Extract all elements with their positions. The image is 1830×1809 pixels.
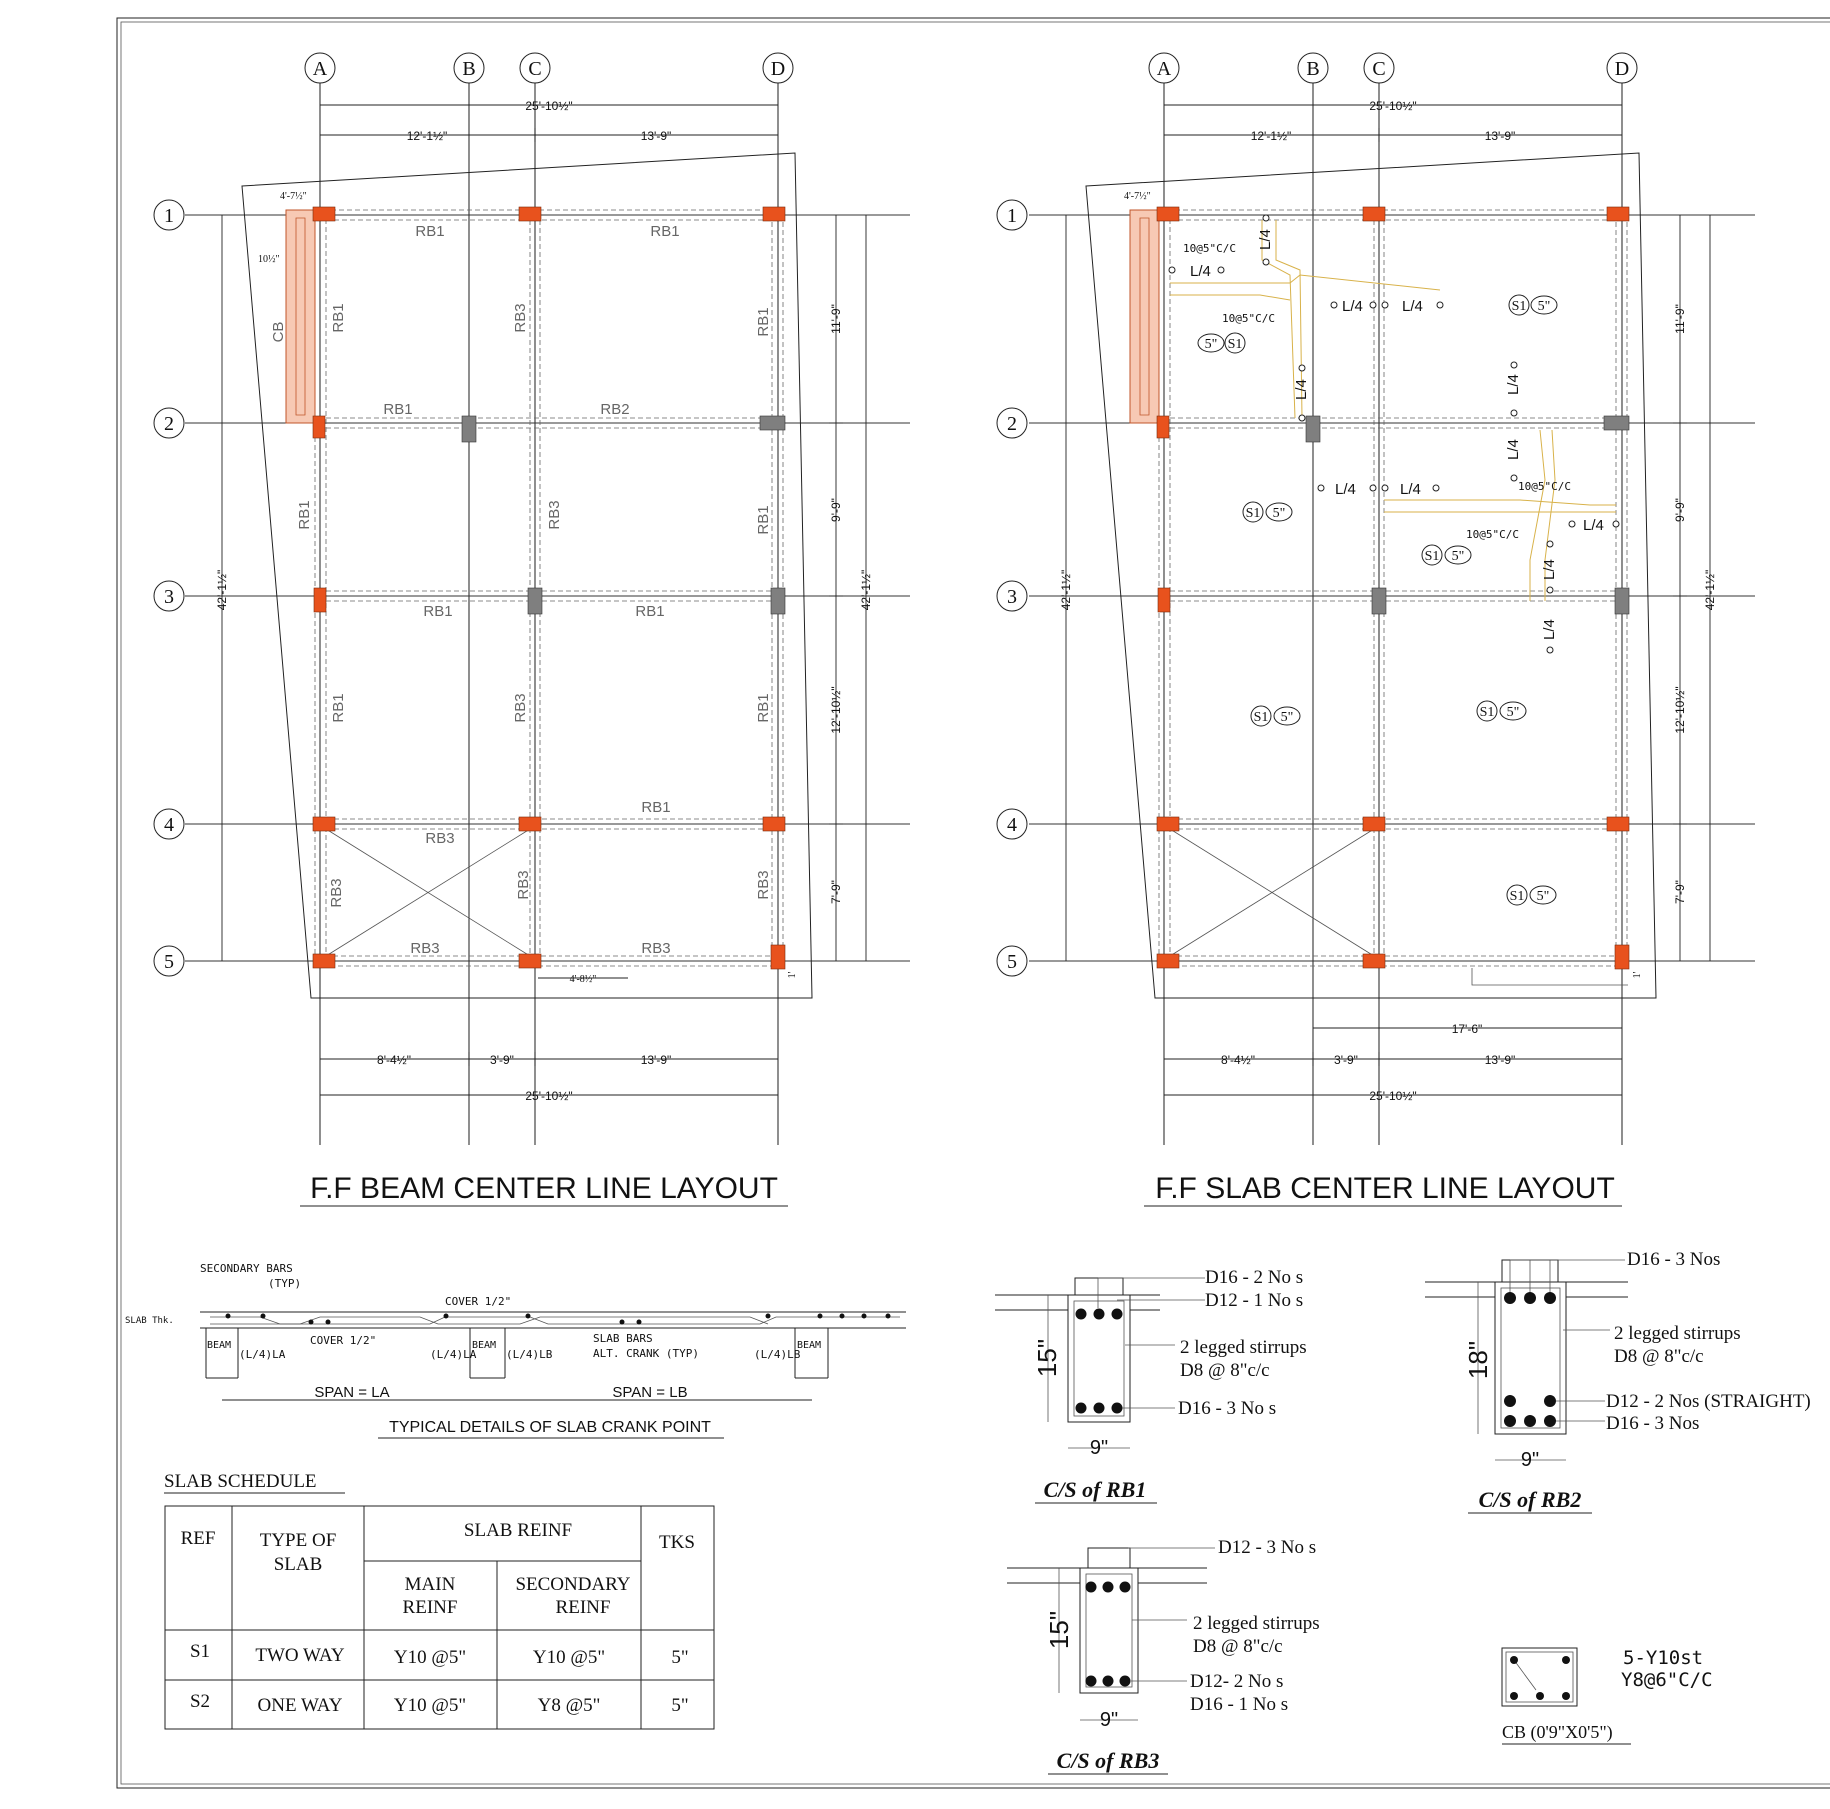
svg-text:5": 5" bbox=[1272, 506, 1286, 521]
dims-bottom bbox=[320, 1052, 778, 1103]
svg-text:Y10 @5": Y10 @5" bbox=[393, 1695, 467, 1716]
column bbox=[763, 817, 785, 831]
svg-text:TYPICAL DETAILS OF SLAB CRANK: TYPICAL DETAILS OF SLAB CRANK POINT bbox=[389, 1419, 711, 1436]
column bbox=[313, 954, 335, 968]
svg-text:C: C bbox=[528, 58, 542, 80]
grid-bubbles-columns bbox=[305, 53, 793, 83]
svg-text:L/4: L/4 bbox=[1190, 263, 1211, 280]
svg-text:25'-10½": 25'-10½" bbox=[1369, 99, 1417, 113]
svg-text:D16 - 3 No s: D16 - 3 No s bbox=[1178, 1398, 1277, 1419]
svg-text:RB3: RB3 bbox=[512, 693, 529, 723]
svg-text:12'-10½": 12'-10½" bbox=[829, 686, 843, 734]
column-grey bbox=[760, 416, 785, 430]
svg-text:D12 - 3 No s: D12 - 3 No s bbox=[1218, 1537, 1317, 1558]
column bbox=[313, 817, 335, 831]
beam-layout bbox=[154, 53, 910, 1206]
svg-text:(L/4)LB: (L/4)LB bbox=[754, 1348, 801, 1361]
svg-text:12'-1½": 12'-1½" bbox=[406, 129, 448, 143]
svg-text:SLAB: SLAB bbox=[273, 1554, 323, 1575]
slab-layout-title: F.F SLAB CENTER LINE LAYOUT bbox=[1155, 1172, 1615, 1205]
svg-text:RB3: RB3 bbox=[515, 870, 532, 900]
svg-text:2 legged stirrups: 2 legged stirrups bbox=[1180, 1337, 1307, 1358]
svg-text:TWO WAY: TWO WAY bbox=[255, 1645, 345, 1666]
dim-left-total: 42'-1½" bbox=[215, 569, 229, 611]
svg-text:RB3: RB3 bbox=[410, 940, 440, 957]
svg-text:SPAN = LB: SPAN = LB bbox=[612, 1384, 688, 1401]
svg-text:D12 - 2 Nos (STRAIGHT): D12 - 2 Nos (STRAIGHT) bbox=[1606, 1391, 1811, 1412]
section-rb3 bbox=[1007, 1537, 1320, 1774]
svg-text:L/4: L/4 bbox=[1583, 517, 1604, 534]
svg-text:L/4: L/4 bbox=[1541, 619, 1558, 640]
svg-text:3: 3 bbox=[1007, 586, 1017, 608]
svg-text:25'-10½": 25'-10½" bbox=[1369, 1089, 1417, 1103]
svg-text:D12- 2 No s: D12- 2 No s bbox=[1190, 1671, 1284, 1692]
svg-text:RB1: RB1 bbox=[415, 223, 445, 240]
svg-text:10@5"C/C: 10@5"C/C bbox=[1222, 312, 1275, 325]
svg-text:42'-1½": 42'-1½" bbox=[1059, 569, 1073, 611]
svg-text:12'-10½": 12'-10½" bbox=[1673, 686, 1687, 734]
column-grey bbox=[462, 416, 476, 442]
svg-text:7'-9": 7'-9" bbox=[829, 880, 843, 904]
svg-text:MAIN: MAIN bbox=[404, 1574, 456, 1595]
svg-text:REF: REF bbox=[180, 1528, 216, 1549]
svg-text:RB1: RB1 bbox=[383, 401, 413, 418]
svg-text:5": 5" bbox=[1280, 710, 1294, 725]
svg-text:D16 - 3 Nos: D16 - 3 Nos bbox=[1627, 1249, 1721, 1270]
svg-text:10@5"C/C: 10@5"C/C bbox=[1466, 528, 1519, 541]
slab-schedule bbox=[164, 1471, 714, 1729]
svg-text:(L/4)LA: (L/4)LA bbox=[430, 1348, 477, 1361]
svg-text:13'-9": 13'-9" bbox=[1484, 1053, 1516, 1067]
svg-text:RB1: RB1 bbox=[296, 500, 313, 530]
svg-text:SPAN = LA: SPAN = LA bbox=[314, 1384, 390, 1401]
svg-text:L/4: L/4 bbox=[1257, 229, 1274, 250]
svg-text:ALT. CRANK (TYP): ALT. CRANK (TYP) bbox=[593, 1347, 699, 1360]
svg-text:RB1: RB1 bbox=[650, 223, 680, 240]
svg-text:A: A bbox=[312, 58, 328, 80]
svg-text:9": 9" bbox=[1099, 1709, 1119, 1731]
svg-text:COVER 1/2": COVER 1/2" bbox=[445, 1295, 512, 1308]
svg-text:SECONDARY: SECONDARY bbox=[515, 1574, 631, 1595]
svg-text:1': 1' bbox=[1632, 971, 1643, 979]
svg-text:L/4: L/4 bbox=[1400, 481, 1421, 498]
svg-text:13'-9": 13'-9" bbox=[1484, 129, 1516, 143]
svg-text:5: 5 bbox=[164, 951, 174, 973]
svg-text:C/S of RB2: C/S of RB2 bbox=[1478, 1487, 1582, 1512]
svg-text:Y8 @5": Y8 @5" bbox=[537, 1695, 601, 1716]
svg-text:S2: S2 bbox=[189, 1691, 211, 1712]
svg-text:5": 5" bbox=[1506, 705, 1520, 720]
svg-text:11'-9": 11'-9" bbox=[1673, 304, 1687, 334]
svg-text:RB1: RB1 bbox=[755, 505, 772, 535]
svg-text:1': 1' bbox=[787, 971, 798, 979]
column-grey bbox=[528, 588, 542, 614]
svg-text:BEAM: BEAM bbox=[472, 1340, 497, 1351]
svg-text:L/4: L/4 bbox=[1541, 559, 1558, 580]
svg-text:S1: S1 bbox=[1511, 299, 1527, 314]
svg-text:D12 - 1 No s: D12 - 1 No s bbox=[1205, 1290, 1304, 1311]
svg-text:2: 2 bbox=[164, 413, 174, 435]
svg-text:4: 4 bbox=[164, 814, 174, 836]
svg-text:C/S of RB1: C/S of RB1 bbox=[1043, 1477, 1147, 1502]
svg-text:Y10 @5": Y10 @5" bbox=[393, 1647, 467, 1668]
svg-text:11'-9": 11'-9" bbox=[829, 304, 843, 334]
svg-text:4'-8½": 4'-8½" bbox=[569, 974, 597, 985]
svg-text:RB1: RB1 bbox=[755, 693, 772, 723]
svg-text:RB3: RB3 bbox=[328, 878, 345, 908]
svg-text:ONE WAY: ONE WAY bbox=[257, 1695, 343, 1716]
column-grey bbox=[771, 588, 785, 614]
crank-markers bbox=[1169, 215, 1619, 653]
svg-text:(L/4)LA: (L/4)LA bbox=[239, 1348, 286, 1361]
column bbox=[519, 954, 541, 968]
svg-text:D16 - 1 No s: D16 - 1 No s bbox=[1190, 1694, 1289, 1715]
svg-text:25'-10½": 25'-10½" bbox=[525, 1089, 573, 1103]
svg-text:D8 @ 8"c/c: D8 @ 8"c/c bbox=[1193, 1636, 1283, 1657]
svg-text:5": 5" bbox=[671, 1647, 689, 1668]
section-cb bbox=[1502, 1647, 1713, 1744]
svg-text:2: 2 bbox=[1007, 413, 1017, 435]
svg-text:5": 5" bbox=[1536, 889, 1550, 904]
column bbox=[313, 207, 335, 221]
column bbox=[763, 207, 785, 221]
svg-text:5": 5" bbox=[1204, 337, 1218, 352]
column bbox=[519, 207, 541, 221]
svg-text:RB1: RB1 bbox=[641, 799, 671, 816]
beam-layout-title: F.F BEAM CENTER LINE LAYOUT bbox=[310, 1172, 778, 1205]
svg-text:9": 9" bbox=[1089, 1437, 1109, 1459]
sheet-border bbox=[117, 18, 1830, 1788]
svg-text:S1: S1 bbox=[1479, 705, 1495, 720]
svg-text:RB3: RB3 bbox=[755, 870, 772, 900]
svg-text:5-Y10st: 5-Y10st bbox=[1623, 1647, 1704, 1669]
svg-text:(L/4)LB: (L/4)LB bbox=[506, 1348, 553, 1361]
svg-text:Y10 @5": Y10 @5" bbox=[532, 1647, 606, 1668]
svg-text:D8 @ 8"c/c: D8 @ 8"c/c bbox=[1180, 1360, 1270, 1381]
svg-text:15": 15" bbox=[1044, 1610, 1074, 1650]
svg-text:Y8@6"C/C: Y8@6"C/C bbox=[1621, 1669, 1713, 1691]
svg-text:1: 1 bbox=[164, 205, 174, 227]
svg-text:BEAM: BEAM bbox=[797, 1340, 822, 1351]
svg-text:S1: S1 bbox=[1245, 506, 1261, 521]
svg-text:D8 @ 8"c/c: D8 @ 8"c/c bbox=[1614, 1346, 1704, 1367]
svg-text:L/4: L/4 bbox=[1402, 298, 1423, 315]
svg-text:L/4: L/4 bbox=[1342, 298, 1363, 315]
sheet-border-inner bbox=[121, 22, 1830, 1784]
section-rb2 bbox=[1425, 1249, 1811, 1513]
svg-text:REINF: REINF bbox=[402, 1597, 458, 1618]
svg-text:13'-9": 13'-9" bbox=[640, 129, 672, 143]
svg-text:5": 5" bbox=[1451, 549, 1465, 564]
svg-text:8'-4½": 8'-4½" bbox=[1221, 1053, 1255, 1067]
dims-top bbox=[320, 99, 778, 143]
svg-text:5: 5 bbox=[1007, 951, 1017, 973]
svg-text:9'-9": 9'-9" bbox=[1673, 498, 1687, 522]
svg-text:10@5"C/C: 10@5"C/C bbox=[1518, 480, 1571, 493]
svg-text:RB3: RB3 bbox=[425, 830, 455, 847]
svg-text:RB2: RB2 bbox=[600, 401, 630, 418]
svg-text:RB3: RB3 bbox=[546, 500, 563, 530]
svg-text:2 legged stirrups: 2 legged stirrups bbox=[1614, 1323, 1741, 1344]
svg-text:S1: S1 bbox=[189, 1641, 211, 1662]
svg-text:2 legged stirrups: 2 legged stirrups bbox=[1193, 1613, 1320, 1634]
slab-layout bbox=[997, 53, 1755, 1206]
dims-right bbox=[829, 215, 873, 961]
svg-text:L/4: L/4 bbox=[1293, 379, 1310, 400]
svg-text:(TYP): (TYP) bbox=[268, 1277, 302, 1290]
svg-text:CB: CB bbox=[270, 321, 287, 343]
svg-text:RB1: RB1 bbox=[423, 603, 453, 620]
crank-detail bbox=[125, 1262, 906, 1438]
svg-text:SLAB REINF: SLAB REINF bbox=[463, 1520, 573, 1541]
svg-text:10@5"C/C: 10@5"C/C bbox=[1183, 242, 1236, 255]
table-row bbox=[190, 1641, 689, 1668]
grid-bubbles-rows bbox=[154, 200, 184, 976]
svg-text:D: D bbox=[1614, 58, 1630, 80]
svg-text:REINF: REINF bbox=[555, 1597, 611, 1618]
svg-text:SLAB BARS: SLAB BARS bbox=[593, 1332, 653, 1345]
svg-text:CB (0'9"X0'5"): CB (0'9"X0'5") bbox=[1502, 1722, 1613, 1742]
beam-lines bbox=[315, 210, 783, 966]
svg-text:SLAB Thk.: SLAB Thk. bbox=[125, 1316, 174, 1326]
beam-labels bbox=[270, 223, 772, 957]
column bbox=[519, 817, 541, 831]
svg-text:15": 15" bbox=[1032, 1338, 1062, 1378]
svg-text:RB3: RB3 bbox=[512, 303, 529, 333]
svg-text:42'-1½": 42'-1½" bbox=[1703, 569, 1717, 611]
svg-text:10½": 10½" bbox=[258, 254, 280, 265]
svg-text:B: B bbox=[1306, 58, 1320, 80]
svg-text:3'-9": 3'-9" bbox=[1334, 1053, 1358, 1067]
svg-text:1: 1 bbox=[1007, 205, 1017, 227]
svg-text:C/S of RB3: C/S of RB3 bbox=[1056, 1748, 1160, 1773]
svg-text:9'-9": 9'-9" bbox=[829, 498, 843, 522]
svg-text:S1: S1 bbox=[1227, 337, 1243, 352]
svg-text:8'-4½": 8'-4½" bbox=[377, 1053, 411, 1067]
column bbox=[771, 945, 785, 969]
svg-text:C: C bbox=[1372, 58, 1386, 80]
svg-text:D16 - 3 Nos: D16 - 3 Nos bbox=[1606, 1413, 1700, 1434]
svg-text:L/4: L/4 bbox=[1505, 439, 1522, 460]
section-rb1 bbox=[995, 1267, 1307, 1503]
svg-text:4: 4 bbox=[1007, 814, 1017, 836]
svg-text:SECONDARY BARS: SECONDARY BARS bbox=[200, 1262, 293, 1275]
svg-text:L/4: L/4 bbox=[1335, 481, 1356, 498]
table-row bbox=[190, 1691, 689, 1716]
column bbox=[313, 416, 325, 438]
svg-text:A: A bbox=[1156, 58, 1172, 80]
svg-text:4'-7½": 4'-7½" bbox=[280, 191, 307, 202]
svg-text:5": 5" bbox=[671, 1695, 689, 1716]
svg-text:D16 - 2 No s: D16 - 2 No s bbox=[1205, 1267, 1304, 1288]
svg-text:S1: S1 bbox=[1509, 889, 1525, 904]
cb-beam bbox=[286, 210, 315, 423]
svg-text:3: 3 bbox=[164, 586, 174, 608]
svg-text:TYPE OF: TYPE OF bbox=[259, 1530, 337, 1551]
svg-text:9": 9" bbox=[1520, 1449, 1540, 1471]
svg-text:3'-9": 3'-9" bbox=[490, 1053, 514, 1067]
svg-text:4'-7½": 4'-7½" bbox=[1124, 191, 1151, 202]
svg-text:S1: S1 bbox=[1253, 710, 1269, 725]
svg-text:RB1: RB1 bbox=[330, 303, 347, 333]
svg-text:B: B bbox=[462, 58, 476, 80]
svg-text:RB1: RB1 bbox=[755, 307, 772, 337]
svg-text:7'-9": 7'-9" bbox=[1673, 880, 1687, 904]
svg-text:RB1: RB1 bbox=[635, 603, 665, 620]
svg-text:BEAM: BEAM bbox=[207, 1340, 232, 1351]
svg-text:25'-10½": 25'-10½" bbox=[525, 99, 573, 113]
svg-text:18": 18" bbox=[1463, 1340, 1493, 1380]
svg-text:17'-6": 17'-6" bbox=[1451, 1022, 1483, 1036]
svg-text:COVER 1/2": COVER 1/2" bbox=[310, 1334, 377, 1347]
column bbox=[314, 588, 326, 612]
svg-text:L/4: L/4 bbox=[1505, 374, 1522, 395]
svg-text:42'-1½": 42'-1½" bbox=[859, 569, 873, 611]
svg-text:D: D bbox=[770, 58, 786, 80]
svg-text:TKS: TKS bbox=[659, 1532, 695, 1553]
svg-text:RB1: RB1 bbox=[330, 693, 347, 723]
svg-text:RB3: RB3 bbox=[641, 940, 671, 957]
svg-text:12'-1½": 12'-1½" bbox=[1250, 129, 1292, 143]
svg-text:SLAB SCHEDULE: SLAB SCHEDULE bbox=[164, 1471, 317, 1492]
svg-text:5": 5" bbox=[1537, 299, 1551, 314]
svg-text:S1: S1 bbox=[1424, 549, 1440, 564]
svg-text:13'-9": 13'-9" bbox=[640, 1053, 672, 1067]
